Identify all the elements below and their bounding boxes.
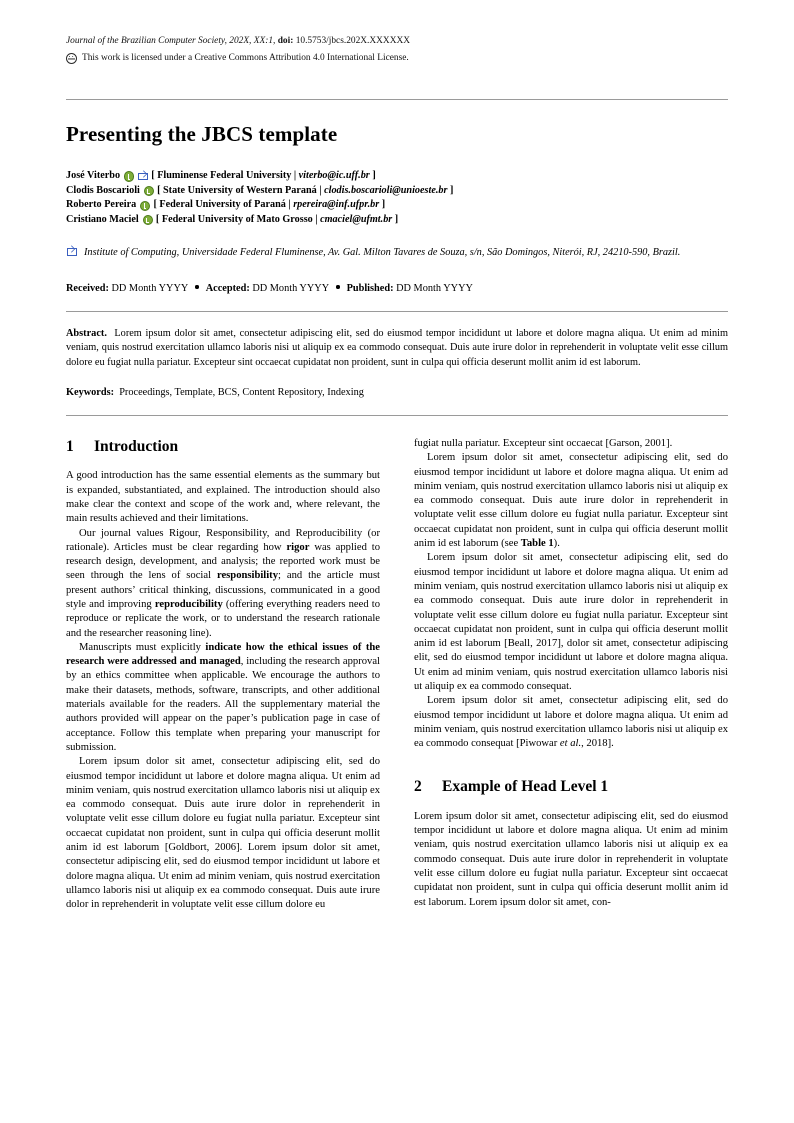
journal-comma: ,	[273, 36, 278, 46]
text-run: Lorem ipsum dolor sit amet, consectetur adipiscing elit, sed do eiusmod tempor incididunt ut labore et dolore magna aliqua. Ut enim ad minim veniam, quis nostrud exercitation ullamco laboris nisi ut aliquip ex ea commodo consequat. Duis aute irure dolor in reprehenderit in voluptate velit esse cillum dolore eu fugiat nulla pariatur. Excepteur sint occaecat cupidatat non proident, sunt in culpa qui officia deserunt mollit anim id est laborum (see	[414, 452, 728, 550]
doi-value[interactable]: 10.5753/jbcs.202X.XXXXXX	[295, 36, 411, 46]
text-run: was applied to research design, development, and analysis; the reported work must be seen through the lens of social	[66, 541, 380, 582]
author-name: Clodis Boscarioli	[66, 184, 140, 196]
keywords-text: Proceedings, Template, BCS, Content Repository, Indexing	[119, 387, 364, 399]
license-line	[66, 51, 728, 66]
text-run: , 2018].	[581, 738, 614, 750]
received-label: Received:	[66, 282, 109, 294]
section-title: Example of Head Level 1	[442, 778, 609, 796]
keywords-label: Keywords:	[66, 387, 115, 399]
author-email[interactable]: rpereira@inf.ufpr.br	[293, 199, 380, 211]
envelope-icon[interactable]	[138, 173, 148, 180]
paragraph	[414, 694, 728, 751]
published-label: Published:	[346, 282, 394, 294]
author-entry	[66, 169, 728, 184]
author-affiliation: Federal University of Paraná	[159, 199, 286, 211]
paragraph: Lorem ipsum dolor sit amet, consectetur adipiscing elit, sed do eiusmod tempor incididunt ut labore et dolore magna aliqua. Ut enim ad minim veniam, quis nostrud exercitation ullamco laboris nisi ut aliquip ex ea commodo consequat. Duis aute irure dolor in reprehenderit in voluptate velit esse cillum dolore eu fugiat nulla pariatur. Excepteur sint occaecat cupidatat non proident, sunt in culpa qui officia deserunt mollit anim id est laborum [Beall, 2017], dolor sit amet, consectetur adipiscing elit, sed do eiusmod tempor incididunt ut labore et dolore magna aliqua. Ut enim ad minim veniam, quis nostrud exercitation ullamco laboris nisi ut aliquip ex ea commodo consequat.	[414, 552, 728, 692]
section-number: 2	[414, 778, 422, 796]
author-email[interactable]: cmaciel@ufmt.br	[320, 213, 393, 225]
left-column	[66, 437, 380, 913]
text-run: (offering everything readers need to reproduce or replicate the work, or to understand the research rationale and the researcher reasoning line).	[66, 598, 381, 639]
page-title: Presenting the JBCS template	[66, 122, 338, 146]
text-run: Manuscripts must explicitly	[79, 641, 206, 653]
emphasis-responsibility: responsibility	[216, 570, 278, 582]
abstract-top-divider	[66, 311, 728, 312]
abstract-block	[66, 327, 728, 371]
journal-citation-line	[66, 34, 728, 49]
emphasis-rigor: rigor	[286, 541, 310, 553]
author-divider: |	[293, 170, 297, 182]
header-divider	[66, 99, 728, 100]
author-email[interactable]: viterbo@ic.uff.br	[298, 170, 370, 182]
bracket-close: ]	[372, 170, 376, 182]
author-divider: |	[315, 213, 318, 225]
emphasis-reproducibility: reproducibility	[154, 598, 223, 610]
keywords-block	[66, 386, 728, 401]
bracket-close: ]	[394, 213, 399, 225]
text-run: , including the research approval by an ethics committee when applicable. We encourage the authors to make their datasets, methods, software, transcripts, and other additional materials available for the readers. All the supplementary material the authors provided will appear on the paper’s publication page in case of acceptance. Follow this template when preparing your manuscript for submission.	[66, 656, 380, 753]
author-entry	[66, 198, 728, 213]
paragraph: A good introduction has the same essential elements as the summary but is expanded, substantiated, and explained. The introduction should also make clear the context and scope of the work and, where relevant, the main results achieved and their limitations.	[66, 470, 380, 525]
et-al-italic: et al.	[559, 738, 582, 750]
bracket-open: [	[151, 170, 155, 182]
author-name: Cristiano Maciel	[66, 213, 139, 225]
paragraph: Lorem ipsum dolor sit amet, consectetur adipiscing elit, sed do eiusmod tempor incididunt ut labore et dolore magna aliqua. Ut enim ad minim veniam, quis nostrud exercitation ullamco laboris nisi ut aliquip ex ea commodo consequat. Duis aute irure dolor in reprehenderit in voluptate velit esse cillum dolore eu fugiat nulla pariatur. Excepteur sint occaecat cupidatat non proident, sunt in culpa qui officia deserunt mollit anim id est laborum [Goldbort, 2006]. Lorem ipsum dolor sit amet, consectetur adipiscing elit, sed do eiusmod tempor incididunt ut labore et dolore magna aliqua. Ut enim ad minim veniam, quis nostrud exercitation ullamco laboris nisi ut aliquip ex ea commodo consequat. Duis aute irure dolor in reprehenderit in voluptate velit esse cillum dolore eu	[66, 756, 380, 911]
abstract-text: Lorem ipsum dolor sit amet, consectetur adipiscing elit, sed do eiusmod tempor incididunt ut labore et dolore magna aliqua. Ut enim ad minim veniam, quis nostrud exercitation ullamco laboris nisi ut aliquip ex ea commodo consequat. Duis aute irure dolor in reprehenderit in voluptate velit esse cillum dolore eu fugiat nulla pariatur. Excepteur sint occaecat cupidatat non proident, sunt in culpa qui officia deserunt mollit anim id est laborum.	[66, 327, 728, 368]
text-run: ).	[553, 538, 560, 550]
bullet-icon	[195, 285, 198, 288]
page-content	[66, 34, 728, 913]
author-divider: |	[319, 184, 322, 196]
text-run: Our journal values Rigour, Responsibility, and Reproducibility (or rationale). Articles must be clear regarding how	[66, 527, 380, 553]
envelope-icon	[67, 248, 77, 255]
bracket-open: [	[155, 213, 160, 225]
bracket-close: ]	[450, 184, 454, 196]
date-separator	[188, 281, 205, 296]
accepted-value: DD Month YYYY	[252, 282, 330, 294]
abstract-bottom-divider	[66, 415, 728, 416]
orcid-icon[interactable]	[143, 215, 153, 225]
text-run: ; and the article must present authors’ critical thinking, discussions, communicated in a good style and improving	[66, 570, 381, 610]
author-affiliation: State University of Western Paraná	[163, 184, 317, 196]
bracket-open: [	[157, 184, 161, 196]
author-entry	[66, 184, 728, 199]
orcid-icon[interactable]	[140, 201, 150, 211]
paragraph: fugiat nulla pariatur. Excepteur sint occaecat [Garson, 2001].	[414, 437, 673, 449]
author-name: José Viterbo	[66, 170, 121, 182]
section-heading-introduction	[66, 437, 380, 456]
masthead	[66, 34, 728, 66]
publication-dates	[66, 281, 728, 296]
creative-commons-icon	[66, 53, 77, 64]
received-value: DD Month YYYY	[111, 282, 189, 294]
table-reference[interactable]: Table 1	[520, 538, 554, 550]
orcid-icon[interactable]	[124, 171, 134, 181]
author-email[interactable]: clodis.boscarioli@unioeste.br	[324, 184, 448, 196]
paragraph	[66, 527, 380, 641]
author-affiliation: Federal University of Mato Grosso	[161, 213, 313, 225]
bullet-icon	[336, 285, 339, 288]
section-title: Introduction	[94, 437, 179, 455]
author-divider: |	[288, 199, 291, 211]
right-column	[414, 437, 728, 913]
section-heading-head-level-1	[414, 777, 728, 796]
doi-label: doi:	[277, 36, 294, 46]
journal-info: Journal of the Brazilian Computer Society, 202X, XX:1	[66, 36, 274, 46]
paragraph	[66, 641, 380, 755]
bracket-close: ]	[381, 199, 386, 211]
address-text: Institute of Computing, Universidade Federal Fluminense, Av. Gal. Milton Tavares de Souza, s/n, São Domingos, Niterói, RJ, 24210-590, Brazil.	[84, 246, 681, 258]
emphasis-ethical-issues: indicate how the ethical issues of the research were addressed and managed	[66, 641, 380, 668]
license-text[interactable]: This work is licensed under a Creative Commons Attribution 4.0 International License.	[82, 53, 409, 63]
section-number: 1	[66, 437, 74, 455]
paragraph: Lorem ipsum dolor sit amet, consectetur adipiscing elit, sed do eiusmod tempor incididunt ut labore et dolore magna aliqua. Ut enim ad minim veniam, quis nostrud exercitation ullamco laboris nisi ut aliquip ex ea commodo consequat. Duis aute irure dolor in reprehenderit in voluptate velit esse cillum dolore eu fugiat nulla pariatur. Excepteur sint occaecat cupidatat non proident, sunt in culpa qui officia deserunt mollit anim id est laborum. Lorem ipsum dolor sit amet, con-	[414, 810, 728, 908]
date-separator	[329, 281, 346, 296]
abstract-label: Abstract.	[66, 327, 107, 339]
paragraph	[414, 451, 728, 551]
author-entry	[66, 213, 728, 228]
accepted-label: Accepted:	[205, 282, 250, 294]
body-columns	[66, 437, 728, 913]
text-run: Lorem ipsum dolor sit amet, consectetur adipiscing elit, sed do eiusmod tempor incididunt ut labore et dolore magna aliqua. Ut enim ad minim veniam, quis nostrud exercitation ullamco laboris nisi ut aliquip ex ea commodo consequat [Piwowar	[414, 695, 728, 750]
bracket-open: [	[153, 199, 157, 211]
published-value: DD Month YYYY	[396, 282, 473, 294]
author-list	[66, 169, 728, 227]
author-name: Roberto Pereira	[66, 199, 137, 211]
corresponding-address	[66, 245, 728, 261]
orcid-icon[interactable]	[144, 186, 154, 196]
author-affiliation: Fluminense Federal University	[157, 170, 292, 182]
